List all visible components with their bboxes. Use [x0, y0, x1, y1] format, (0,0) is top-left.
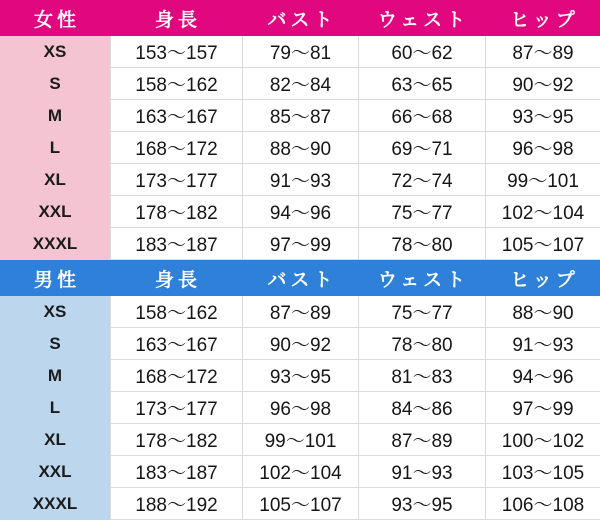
- measurement-value: 97〜99: [485, 392, 600, 424]
- size-label: L: [0, 132, 110, 164]
- measurement-value: 91〜93: [485, 328, 600, 360]
- size-label: M: [0, 360, 110, 392]
- table-row: [0, 228, 600, 260]
- measurement-value: 99〜101: [242, 424, 358, 456]
- measurement-value: 88〜90: [242, 132, 358, 164]
- men-header-row: [0, 260, 600, 296]
- measurement-value: 69〜71: [358, 132, 485, 164]
- measurement-value: 99〜101: [485, 164, 600, 196]
- measurement-value: 158〜162: [110, 296, 242, 328]
- measurement-value: 163〜167: [110, 100, 242, 132]
- size-label: XXXL: [0, 228, 110, 260]
- measurement-value: 93〜95: [242, 360, 358, 392]
- measurement-value: 96〜98: [485, 132, 600, 164]
- women-header-row: [0, 0, 600, 36]
- women-section-label: 女性: [0, 0, 110, 36]
- size-label: XS: [0, 36, 110, 68]
- column-header-hip: ヒップ: [485, 260, 600, 296]
- measurement-value: 173〜177: [110, 164, 242, 196]
- table-row: [0, 392, 600, 424]
- table-row: [0, 328, 600, 360]
- column-header-hip: ヒップ: [485, 0, 600, 36]
- table-row: [0, 360, 600, 392]
- measurement-value: 87〜89: [242, 296, 358, 328]
- column-header-height: 身長: [110, 0, 242, 36]
- measurement-value: 93〜95: [358, 488, 485, 520]
- measurement-value: 105〜107: [242, 488, 358, 520]
- measurement-value: 103〜105: [485, 456, 600, 488]
- measurement-value: 158〜162: [110, 68, 242, 100]
- measurement-value: 84〜86: [358, 392, 485, 424]
- measurement-value: 81〜83: [358, 360, 485, 392]
- measurement-value: 153〜157: [110, 36, 242, 68]
- size-label: XL: [0, 164, 110, 196]
- measurement-value: 87〜89: [358, 424, 485, 456]
- measurement-value: 91〜93: [358, 456, 485, 488]
- table-row: [0, 196, 600, 228]
- measurement-value: 85〜87: [242, 100, 358, 132]
- column-header-waist: ウェスト: [358, 0, 485, 36]
- measurement-value: 106〜108: [485, 488, 600, 520]
- table-row: [0, 164, 600, 196]
- measurement-value: 66〜68: [358, 100, 485, 132]
- measurement-value: 183〜187: [110, 456, 242, 488]
- measurement-value: 178〜182: [110, 424, 242, 456]
- measurement-value: 102〜104: [242, 456, 358, 488]
- table-row: [0, 296, 600, 328]
- measurement-value: 173〜177: [110, 392, 242, 424]
- size-label: XXL: [0, 196, 110, 228]
- size-label: S: [0, 68, 110, 100]
- measurement-value: 105〜107: [485, 228, 600, 260]
- measurement-value: 72〜74: [358, 164, 485, 196]
- size-label: M: [0, 100, 110, 132]
- men-rows: [0, 296, 600, 520]
- size-label: XXXL: [0, 488, 110, 520]
- size-label: S: [0, 328, 110, 360]
- measurement-value: 102〜104: [485, 196, 600, 228]
- column-header-height: 身長: [110, 260, 242, 296]
- men-section: [0, 260, 600, 520]
- measurement-value: 97〜99: [242, 228, 358, 260]
- men-section-label: 男性: [0, 260, 110, 296]
- column-header-bust: バスト: [242, 0, 358, 36]
- measurement-value: 78〜80: [358, 328, 485, 360]
- size-label: XS: [0, 296, 110, 328]
- measurement-value: 183〜187: [110, 228, 242, 260]
- table-row: [0, 456, 600, 488]
- size-label: XXL: [0, 456, 110, 488]
- measurement-value: 88〜90: [485, 296, 600, 328]
- measurement-value: 168〜172: [110, 360, 242, 392]
- table-row: [0, 36, 600, 68]
- measurement-value: 60〜62: [358, 36, 485, 68]
- measurement-value: 188〜192: [110, 488, 242, 520]
- measurement-value: 178〜182: [110, 196, 242, 228]
- measurement-value: 163〜167: [110, 328, 242, 360]
- measurement-value: 90〜92: [485, 68, 600, 100]
- measurement-value: 94〜96: [242, 196, 358, 228]
- column-header-bust: バスト: [242, 260, 358, 296]
- measurement-value: 91〜93: [242, 164, 358, 196]
- measurement-value: 96〜98: [242, 392, 358, 424]
- measurement-value: 75〜77: [358, 196, 485, 228]
- measurement-value: 90〜92: [242, 328, 358, 360]
- table-row: [0, 488, 600, 520]
- women-rows: [0, 36, 600, 260]
- table-row: [0, 68, 600, 100]
- measurement-value: 82〜84: [242, 68, 358, 100]
- column-header-waist: ウェスト: [358, 260, 485, 296]
- size-label: L: [0, 392, 110, 424]
- measurement-value: 63〜65: [358, 68, 485, 100]
- measurement-value: 168〜172: [110, 132, 242, 164]
- table-row: [0, 100, 600, 132]
- measurement-value: 100〜102: [485, 424, 600, 456]
- size-label: XL: [0, 424, 110, 456]
- measurement-value: 79〜81: [242, 36, 358, 68]
- measurement-value: 93〜95: [485, 100, 600, 132]
- measurement-value: 94〜96: [485, 360, 600, 392]
- measurement-value: 87〜89: [485, 36, 600, 68]
- table-row: [0, 132, 600, 164]
- measurement-value: 78〜80: [358, 228, 485, 260]
- measurement-value: 75〜77: [358, 296, 485, 328]
- table-row: [0, 424, 600, 456]
